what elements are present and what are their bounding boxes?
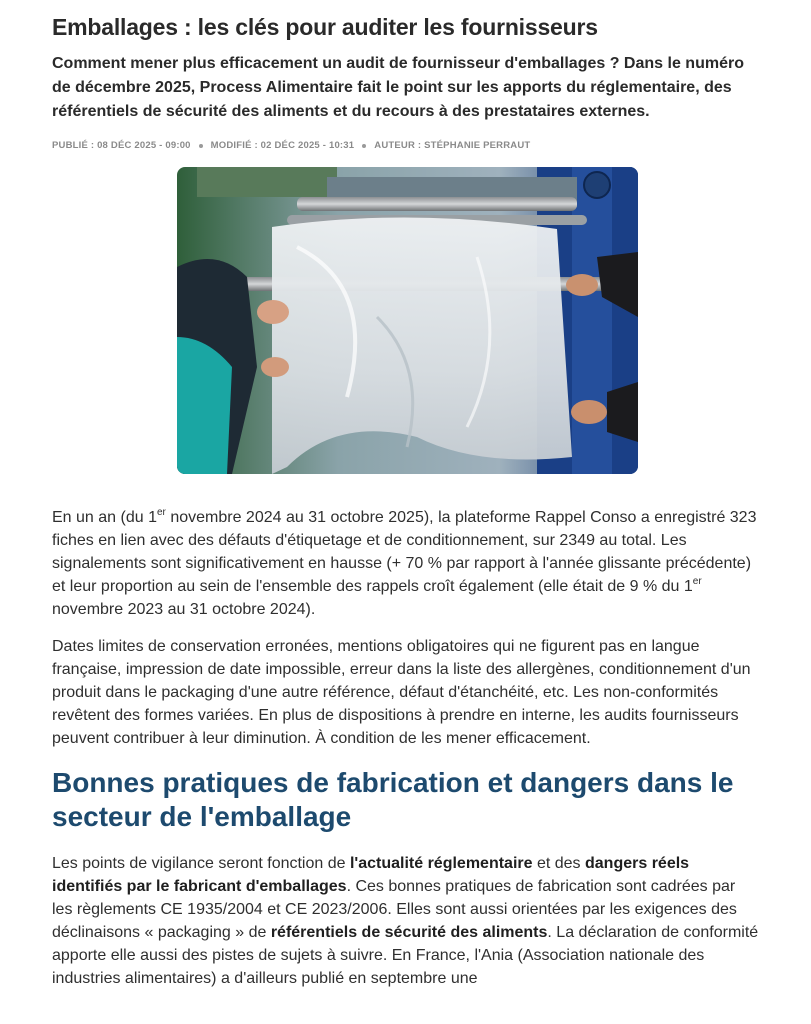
bold-text: l'actualité réglementaire — [349, 855, 533, 872]
packaging-film-photo — [177, 167, 638, 474]
superscript: er — [156, 506, 166, 518]
paragraph-text: En un an (du 1 — [52, 509, 157, 526]
article-meta — [52, 140, 759, 151]
meta-separator — [362, 144, 366, 148]
article-title: Emballages : les clés pour auditer les fournisseurs — [52, 14, 598, 40]
paragraph-text: . La déclaration de conformité apporte elle aussi des pistes de sujets à suivre. En France, l'Ania (Association nationale des industries alimentaires) a d'ailleurs publié en septembre une — [52, 924, 759, 987]
bold-text: référentiels de sécurité des aliments — [270, 924, 548, 941]
modified-date: MODIFIÉ : 02 DÉC 2025 - 10:31 — [210, 140, 355, 151]
published-date: PUBLIÉ : 08 DÉC 2025 - 09:00 — [52, 140, 191, 151]
article-body — [52, 506, 759, 990]
bold-text: dangers réels identifiés par le fabricant d'emballages — [52, 855, 690, 895]
section-heading: Bonnes pratiques de fabrication et dangers dans le secteur de l'emballage — [52, 767, 734, 832]
superscript: er — [692, 575, 702, 587]
paragraph-text: . Ces bonnes pratiques de fabrication sont cadrées par les règlements CE 1935/2004 et CE 2023/2006. Elles sont aussi orientées par les exigences des déclinaisons « packaging » de — [52, 878, 737, 941]
paragraph-3 — [52, 852, 760, 990]
paragraph-1 — [52, 506, 760, 621]
author-link[interactable]: AUTEUR : STÉPHANIE PERRAUT — [374, 140, 531, 151]
paragraph-text: novembre 2024 au 31 octobre 2025), la plateforme Rappel Conso a enregistré 323 fiches en lien avec des défauts d'étiquetage et de conditionnement, sur 2349 au total. Les signalements sont significativement en hausse (+ 70 % par rapport à l'année glissante précédente) et leur proportion au sein de l'ensemble des rappels croît également (elle était de 9 % du 1 — [52, 509, 757, 595]
article-lede: Comment mener plus efficacement un audit de fournisseur d'emballages ? Dans le numéro de décembre 2025, Process Alimentaire fait le point sur les apports du réglementaire, des référentiels de sécurité des aliments et du recours à des prestataires externes. — [52, 55, 744, 120]
meta-separator — [199, 144, 203, 148]
paragraph-text: novembre 2023 au 31 octobre 2024). — [52, 601, 316, 618]
paragraph-text: et des — [532, 855, 585, 872]
paragraph-2: Dates limites de conservation erronées, mentions obligatoires qui ne figurent pas en langue française, impression de date impossible, erreur dans la liste des allergènes, conditionnement d'un produit dans le packaging d'une autre référence, défaut d'étanchéité, etc. Les non-conformités revêtent des formes variées. En plus de dispositions à prendre en interne, les audits fournisseurs peuvent contribuer à leur diminution. À condition de les mener efficacement. — [52, 638, 751, 747]
paragraph-text: Les points de vigilance seront fonction de — [52, 855, 350, 872]
hero-image — [177, 167, 638, 474]
